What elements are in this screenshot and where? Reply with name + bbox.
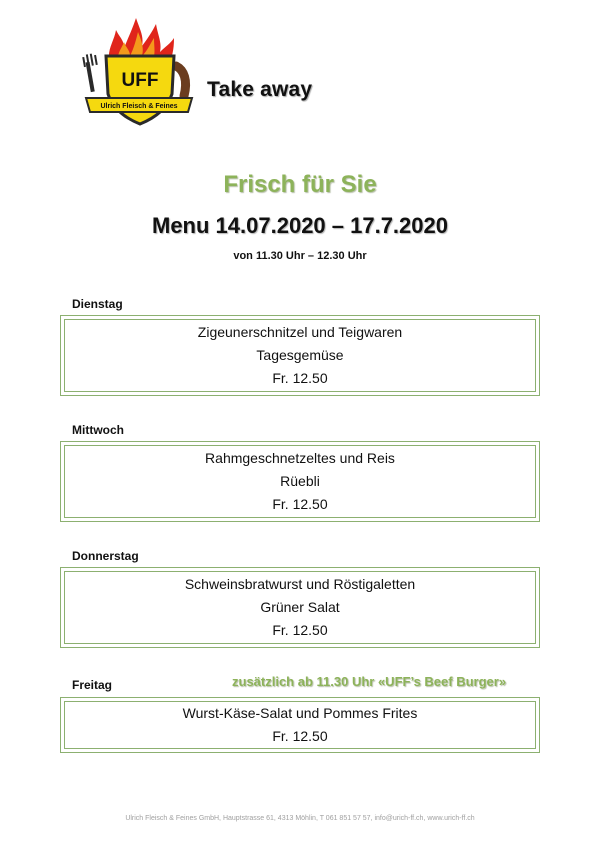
tagline: Frisch für Sie (223, 171, 377, 198)
dish-line: Rüebli (280, 473, 320, 489)
menu-title: Menu 14.07.2020 – 17.7.2020 (152, 213, 448, 238)
opening-hours: von 11.30 Uhr – 12.30 Uhr (233, 250, 367, 262)
day-label-mittwoch: Mittwoch (72, 423, 124, 437)
dish-price: Fr. 12.50 (272, 496, 328, 512)
logo-text: UFF (121, 70, 159, 91)
menu-box-freitag (60, 697, 540, 753)
dish-line: Rahmgeschnetzeltes und Reis (205, 450, 395, 466)
dish-line: Wurst-Käse-Salat und Pommes Frites (182, 705, 418, 721)
day-label-freitag: Freitag (72, 678, 113, 692)
dish-price: Fr. 12.50 (272, 370, 328, 386)
day-label-donnerstag: Donnerstag (72, 549, 139, 563)
fork-icon (83, 53, 97, 92)
sausage-icon (176, 66, 186, 96)
footer-address: Ulrich Fleisch & Feines GmbH, Hauptstrasse 61, 4313 Möhlin, T 061 851 57 57, info@urich-ff.ch, www.urich-ff.ch (125, 815, 475, 822)
dish-line: Grüner Salat (260, 599, 340, 615)
takeaway-heading: Take away (207, 78, 313, 101)
dish-line: Tagesgemüse (256, 347, 344, 363)
friday-special: zusätzlich ab 11.30 Uhr «UFF’s Beef Burger» (232, 674, 507, 689)
logo-banner-text: Ulrich Fleisch & Feines (100, 103, 178, 110)
uff-logo (80, 16, 198, 134)
menu-box-dienstag (60, 315, 540, 396)
dish-price: Fr. 12.50 (272, 728, 328, 744)
dish-price: Fr. 12.50 (272, 622, 328, 638)
menu-box-donnerstag (60, 567, 540, 648)
dish-line: Zigeunerschnitzel und Teigwaren (197, 324, 403, 340)
menu-box-mittwoch (60, 441, 540, 522)
day-label-dienstag: Dienstag (72, 297, 123, 311)
dish-line: Schweinsbratwurst und Röstigaletten (184, 576, 416, 592)
